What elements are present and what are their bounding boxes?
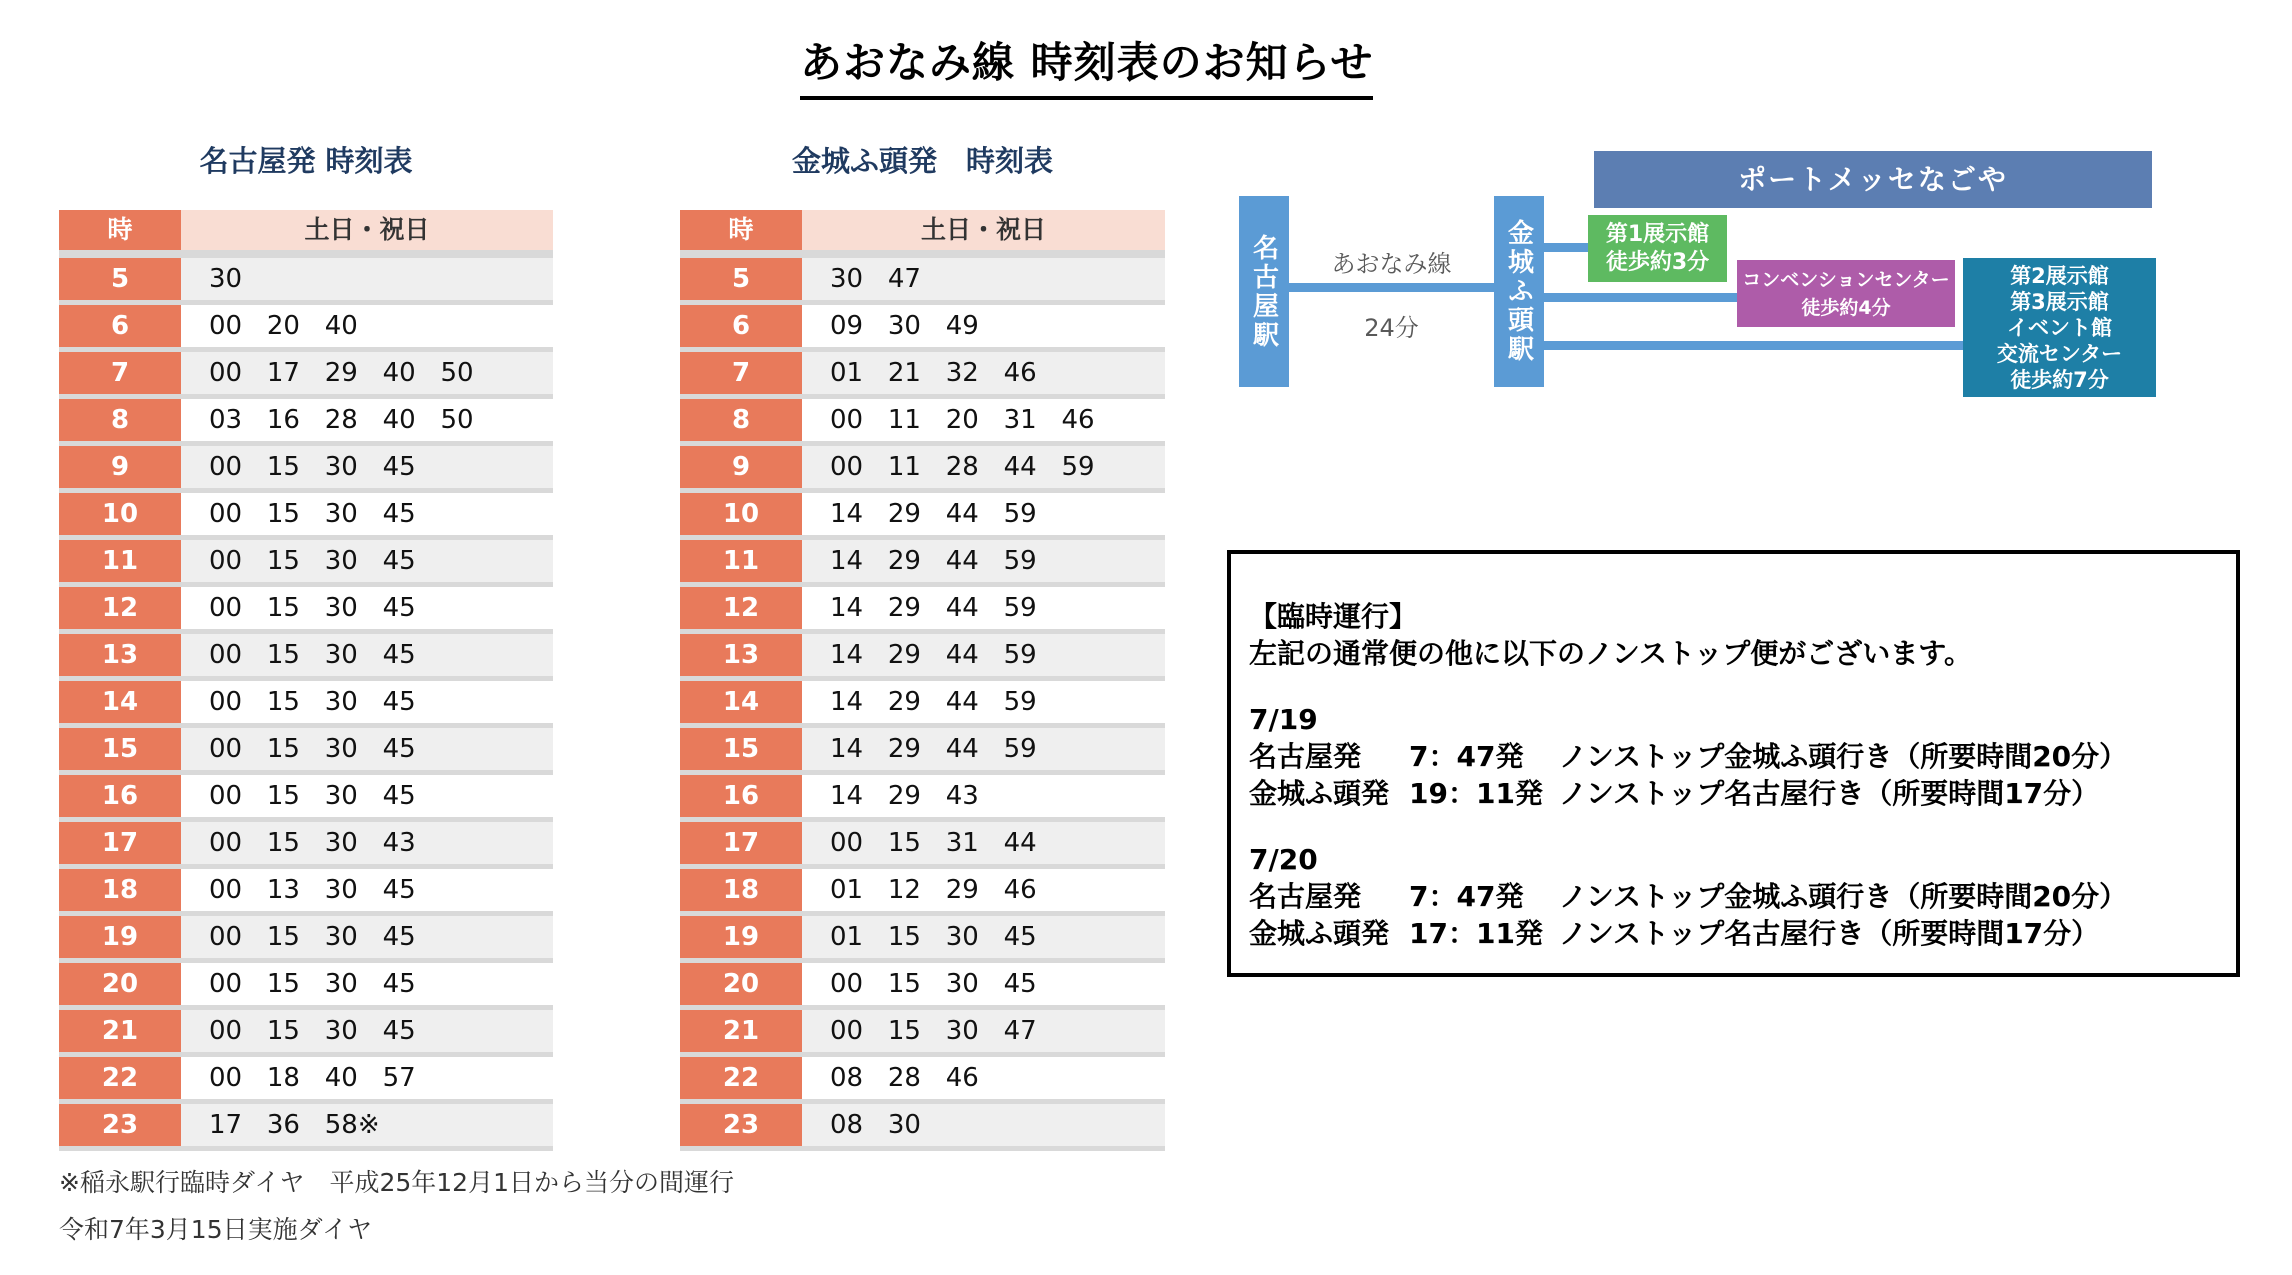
times-cell: 00 11 28 44 59 <box>802 446 1165 488</box>
weekend-holiday-column-header: 土日・祝日 <box>181 210 553 250</box>
service-description: ノンストップ金城ふ頭行き（所要時間20分） <box>1559 740 2128 773</box>
timetable-row-hour-17 <box>680 822 1165 869</box>
times-cell: 14 29 44 59 <box>802 728 1165 770</box>
times-cell: 14 29 44 59 <box>802 587 1165 629</box>
footnote-inaei-temporary: ※稲永駅行臨時ダイヤ 平成25年12月1日から当分の間運行 <box>59 1168 734 1197</box>
timetable-row-hour-23 <box>680 1104 1165 1151</box>
timetable-row-hour-5 <box>59 258 553 305</box>
special-service-notice-box <box>1227 550 2240 977</box>
hour-cell: 16 <box>680 775 802 817</box>
timetable-row-hour-15 <box>680 728 1165 775</box>
kinjo-timetable-title: 金城ふ頭発 時刻表 <box>791 144 1053 178</box>
times-cell: 00 15 30 45 <box>181 587 553 629</box>
timetable-row-hour-9 <box>680 446 1165 493</box>
times-cell: 00 15 31 44 <box>802 822 1165 864</box>
departure-time: 7：47発 <box>1409 880 1524 913</box>
notice-service-row <box>1249 878 2216 915</box>
notice-date: 7/20 <box>1249 843 1318 876</box>
timetable-row-hour-17 <box>59 822 553 869</box>
times-cell: 01 12 29 46 <box>802 869 1165 911</box>
hour-cell: 10 <box>59 493 181 535</box>
times-cell: 00 15 30 45 <box>181 446 553 488</box>
departure-station: 金城ふ頭発 <box>1249 777 1390 810</box>
notice-service-row <box>1249 915 2216 952</box>
times-cell: 08 30 <box>802 1104 1165 1146</box>
hour-cell: 7 <box>680 352 802 394</box>
nagoya-timetable-header <box>59 210 553 258</box>
timetable-row-hour-19 <box>680 916 1165 963</box>
hour-cell: 14 <box>680 681 802 723</box>
convention-center-box <box>1737 260 1955 327</box>
line-name-label: あおなみ線 <box>1331 250 1452 278</box>
hour-cell: 19 <box>59 916 181 958</box>
notice-section-719 <box>1249 701 2216 812</box>
nagoya-timetable-rows <box>59 258 553 1151</box>
hour-cell: 22 <box>680 1057 802 1099</box>
times-cell: 14 29 44 59 <box>802 634 1165 676</box>
page-title: あおなみ線 時刻表のお知らせ <box>800 30 1373 100</box>
times-cell: 00 15 30 45 <box>181 493 553 535</box>
hour-cell: 6 <box>680 305 802 347</box>
hour-cell: 21 <box>680 1010 802 1052</box>
times-cell: 14 29 43 <box>802 775 1165 817</box>
hour-cell: 8 <box>680 399 802 441</box>
times-cell: 08 28 46 <box>802 1057 1165 1099</box>
times-cell: 00 13 30 45 <box>181 869 553 911</box>
timetable-row-hour-13 <box>59 634 553 681</box>
times-cell: 00 15 30 45 <box>181 916 553 958</box>
weekend-holiday-column-header: 土日・祝日 <box>802 210 1165 250</box>
times-cell: 00 15 30 45 <box>181 1010 553 1052</box>
timetable-row-hour-18 <box>59 869 553 916</box>
times-cell: 00 15 30 45 <box>181 681 553 723</box>
walk-connector-line-2 <box>1544 293 1737 302</box>
timetable-row-hour-8 <box>680 399 1165 446</box>
kinjo-futo-station-box: 金城ふ頭駅 <box>1494 196 1544 387</box>
timetable-row-hour-12 <box>680 587 1165 634</box>
timetable-row-hour-22 <box>59 1057 553 1104</box>
times-cell: 30 <box>181 258 553 300</box>
notice-heading: 【臨時運行】 <box>1249 600 1418 633</box>
times-cell: 00 17 29 40 50 <box>181 352 553 394</box>
hour-cell: 10 <box>680 493 802 535</box>
footnote-effective-date: 令和7年3月15日実施ダイヤ <box>59 1215 373 1244</box>
timetable-row-hour-10 <box>59 493 553 540</box>
hour-cell: 13 <box>680 634 802 676</box>
walk-time-label: 徒歩約4分 <box>1801 296 1891 319</box>
hour-cell: 12 <box>680 587 802 629</box>
hour-cell: 11 <box>680 540 802 582</box>
nagoya-timetable-title: 名古屋発 時刻表 <box>199 144 413 178</box>
timetable-row-hour-13 <box>680 634 1165 681</box>
hour-cell: 15 <box>680 728 802 770</box>
times-cell: 00 15 30 43 <box>181 822 553 864</box>
notice-section-720 <box>1249 841 2216 952</box>
timetable-row-hour-5 <box>680 258 1165 305</box>
times-cell: 00 20 40 <box>181 305 553 347</box>
hour-cell: 13 <box>59 634 181 676</box>
hour-cell: 21 <box>59 1010 181 1052</box>
hour-cell: 20 <box>680 963 802 1005</box>
hour-cell: 23 <box>59 1104 181 1146</box>
venue-label: 第2展示館 <box>2010 263 2109 288</box>
notice-intro: 左記の通常便の他に以下のノンストップ便がございます。 <box>1249 637 1972 670</box>
service-description: ノンストップ金城ふ頭行き（所要時間20分） <box>1559 880 2128 913</box>
hour-cell: 9 <box>680 446 802 488</box>
timetable-row-hour-6 <box>59 305 553 352</box>
times-cell: 09 30 49 <box>802 305 1165 347</box>
timetable-row-hour-11 <box>680 540 1165 587</box>
times-cell: 00 15 30 45 <box>181 540 553 582</box>
hour-cell: 20 <box>59 963 181 1005</box>
walk-time-label: 徒歩約3分 <box>1605 249 1710 275</box>
times-cell: 01 21 32 46 <box>802 352 1165 394</box>
hour-cell: 18 <box>59 869 181 911</box>
timetable-row-hour-7 <box>680 352 1165 399</box>
times-cell: 14 29 44 59 <box>802 493 1165 535</box>
times-cell: 14 29 44 59 <box>802 681 1165 723</box>
kinjo-timetable-rows <box>680 258 1165 1151</box>
nagoya-station-box: 名古屋駅 <box>1239 196 1289 387</box>
departure-time: 17：11発 <box>1409 917 1543 950</box>
timetable-row-hour-14 <box>59 681 553 728</box>
departure-station: 金城ふ頭発 <box>1249 917 1390 950</box>
times-cell: 00 15 30 45 <box>181 775 553 817</box>
departure-station: 名古屋発 <box>1249 880 1362 913</box>
hour-cell: 15 <box>59 728 181 770</box>
venue-label: 第3展示館 <box>2010 289 2109 314</box>
times-cell: 00 15 30 47 <box>802 1010 1165 1052</box>
timetable-row-hour-8 <box>59 399 553 446</box>
nagoya-timetable <box>59 141 553 1151</box>
hour-cell: 12 <box>59 587 181 629</box>
notice-service-row <box>1249 738 2216 775</box>
timetable-row-hour-18 <box>680 869 1165 916</box>
times-cell: 00 11 20 31 46 <box>802 399 1165 441</box>
timetable-row-hour-10 <box>680 493 1165 540</box>
hour-cell: 18 <box>680 869 802 911</box>
exhibition-hall1-box <box>1588 215 1727 282</box>
hour-cell: 17 <box>59 822 181 864</box>
timetable-row-hour-20 <box>680 963 1165 1010</box>
timetable-row-hour-11 <box>59 540 553 587</box>
kinjo-timetable-header <box>680 210 1165 258</box>
exhibition-hall23-box <box>1963 258 2156 397</box>
timetable-row-hour-23 <box>59 1104 553 1151</box>
rail-line-main <box>1289 283 1494 292</box>
hour-cell: 6 <box>59 305 181 347</box>
hour-cell: 9 <box>59 446 181 488</box>
hour-column-header: 時 <box>59 210 181 250</box>
times-cell: 30 47 <box>802 258 1165 300</box>
service-description: ノンストップ名古屋行き（所要時間17分） <box>1559 777 2100 810</box>
timetable-row-hour-21 <box>680 1010 1165 1057</box>
hour-cell: 8 <box>59 399 181 441</box>
notice-service-row <box>1249 775 2216 812</box>
timetable-row-hour-16 <box>59 775 553 822</box>
departure-station: 名古屋発 <box>1249 740 1362 773</box>
hour-cell: 11 <box>59 540 181 582</box>
hour-cell: 23 <box>680 1104 802 1146</box>
timetable-row-hour-9 <box>59 446 553 493</box>
times-cell: 14 29 44 59 <box>802 540 1165 582</box>
times-cell: 00 18 40 57 <box>181 1057 553 1099</box>
times-cell: 00 15 30 45 <box>181 728 553 770</box>
ride-duration-label: 24分 <box>1364 314 1419 342</box>
hour-cell: 22 <box>59 1057 181 1099</box>
timetable-row-hour-22 <box>680 1057 1165 1104</box>
timetable-row-hour-16 <box>680 775 1165 822</box>
venue-label: コンベンションセンター <box>1742 268 1950 291</box>
notice-date: 7/19 <box>1249 703 1318 736</box>
hour-cell: 7 <box>59 352 181 394</box>
timetable-row-hour-21 <box>59 1010 553 1057</box>
timetable-row-hour-7 <box>59 352 553 399</box>
timetable-row-hour-19 <box>59 916 553 963</box>
times-cell: 17 36 58※ <box>181 1104 553 1146</box>
hour-cell: 16 <box>59 775 181 817</box>
times-cell: 01 15 30 45 <box>802 916 1165 958</box>
port-messe-nagoya-bar: ポートメッセなごや <box>1594 151 2152 208</box>
timetable-row-hour-12 <box>59 587 553 634</box>
times-cell: 00 15 30 45 <box>181 963 553 1005</box>
hour-cell: 19 <box>680 916 802 958</box>
kinjo-timetable <box>680 141 1165 1151</box>
hour-cell: 17 <box>680 822 802 864</box>
departure-time: 19：11発 <box>1409 777 1543 810</box>
times-cell: 00 15 30 45 <box>802 963 1165 1005</box>
walk-connector-line-3 <box>1544 341 1963 350</box>
timetable-row-hour-15 <box>59 728 553 775</box>
service-description: ノンストップ名古屋行き（所要時間17分） <box>1559 917 2100 950</box>
venue-label: イベント館 <box>2007 315 2112 340</box>
timetable-row-hour-6 <box>680 305 1165 352</box>
times-cell: 03 16 28 40 50 <box>181 399 553 441</box>
timetable-row-hour-14 <box>680 681 1165 728</box>
hour-cell: 14 <box>59 681 181 723</box>
walk-time-label: 徒歩約7分 <box>2010 367 2109 392</box>
hour-column-header: 時 <box>680 210 802 250</box>
venue-label: 交流センター <box>1996 341 2123 366</box>
venue-label: 第1展示館 <box>1605 221 1710 247</box>
hour-cell: 5 <box>59 258 181 300</box>
walk-connector-line-1 <box>1544 243 1588 252</box>
departure-time: 7：47発 <box>1409 740 1524 773</box>
times-cell: 00 15 30 45 <box>181 634 553 676</box>
hour-cell: 5 <box>680 258 802 300</box>
timetable-row-hour-20 <box>59 963 553 1010</box>
